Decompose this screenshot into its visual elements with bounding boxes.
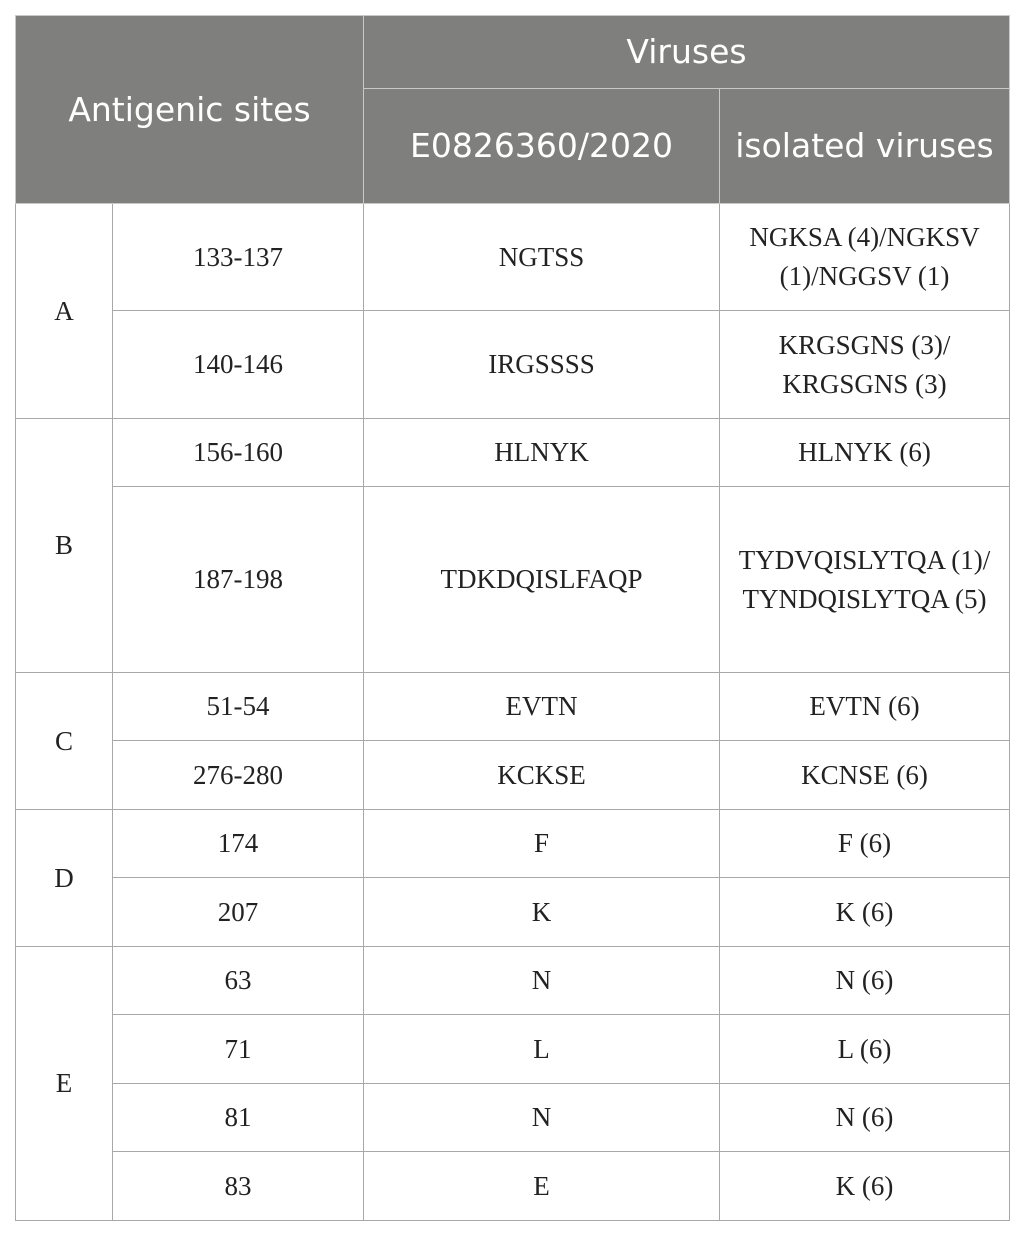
position-cell: 63: [113, 947, 364, 1015]
table-container: [15, 15, 1010, 1221]
e-strain-header: E0826360/2020: [364, 89, 720, 204]
table-row: [16, 673, 1010, 741]
table-row: [16, 810, 1010, 878]
position-cell: 276-280: [113, 741, 364, 810]
position-cell: 174: [113, 810, 364, 878]
position-cell: 51-54: [113, 673, 364, 741]
table-row: [16, 878, 1010, 947]
position-cell: 140-146: [113, 311, 364, 419]
site-cell: A: [16, 204, 113, 419]
reference-cell: TDKDQISLFAQP: [364, 487, 720, 673]
reference-cell: L: [364, 1015, 720, 1084]
table-header: [16, 16, 1010, 204]
reference-cell: IRGSSSS: [364, 311, 720, 419]
isolated-cell: EVTN (6): [720, 673, 1010, 741]
table-row: [16, 1084, 1010, 1152]
position-cell: 71: [113, 1015, 364, 1084]
position-cell: 83: [113, 1152, 364, 1221]
reference-cell: N: [364, 1084, 720, 1152]
isolated-cell: TYDVQISLYTQA (1)/ TYNDQISLYTQA (5): [720, 487, 1010, 673]
isolated-cell: F (6): [720, 810, 1010, 878]
reference-cell: NGTSS: [364, 204, 720, 311]
table-row: [16, 947, 1010, 1015]
reference-cell: E: [364, 1152, 720, 1221]
table-row: [16, 311, 1010, 419]
table-row: [16, 741, 1010, 810]
table-row: [16, 419, 1010, 487]
site-cell: D: [16, 810, 113, 947]
isolated-cell: NGKSA (4)/NGKSV (1)/NGGSV (1): [720, 204, 1010, 311]
reference-cell: KCKSE: [364, 741, 720, 810]
site-cell: C: [16, 673, 113, 810]
isolated-cell: KRGSGNS (3)/ KRGSGNS (3): [720, 311, 1010, 419]
reference-cell: EVTN: [364, 673, 720, 741]
isolated-cell: K (6): [720, 878, 1010, 947]
isolated-cell: L (6): [720, 1015, 1010, 1084]
reference-cell: N: [364, 947, 720, 1015]
isolated-cell: N (6): [720, 1084, 1010, 1152]
position-cell: 81: [113, 1084, 364, 1152]
table-body: [16, 204, 1010, 1221]
isolated-cell: N (6): [720, 947, 1010, 1015]
position-cell: 187-198: [113, 487, 364, 673]
position-cell: 133-137: [113, 204, 364, 311]
reference-cell: K: [364, 878, 720, 947]
table-row: [16, 204, 1010, 311]
table-row: [16, 1152, 1010, 1221]
antigenic-sites-header: Antigenic sites: [16, 16, 364, 204]
viruses-header: Viruses: [364, 16, 1010, 89]
table-row: [16, 1015, 1010, 1084]
isolated-cell: KCNSE (6): [720, 741, 1010, 810]
site-cell: E: [16, 947, 113, 1221]
reference-cell: HLNYK: [364, 419, 720, 487]
antigenic-sites-table: [15, 15, 1010, 1221]
reference-cell: F: [364, 810, 720, 878]
site-cell: B: [16, 419, 113, 673]
position-cell: 156-160: [113, 419, 364, 487]
isolated-viruses-header: isolated viruses: [720, 89, 1010, 204]
table-row: [16, 487, 1010, 673]
position-cell: 207: [113, 878, 364, 947]
isolated-cell: HLNYK (6): [720, 419, 1010, 487]
isolated-cell: K (6): [720, 1152, 1010, 1221]
